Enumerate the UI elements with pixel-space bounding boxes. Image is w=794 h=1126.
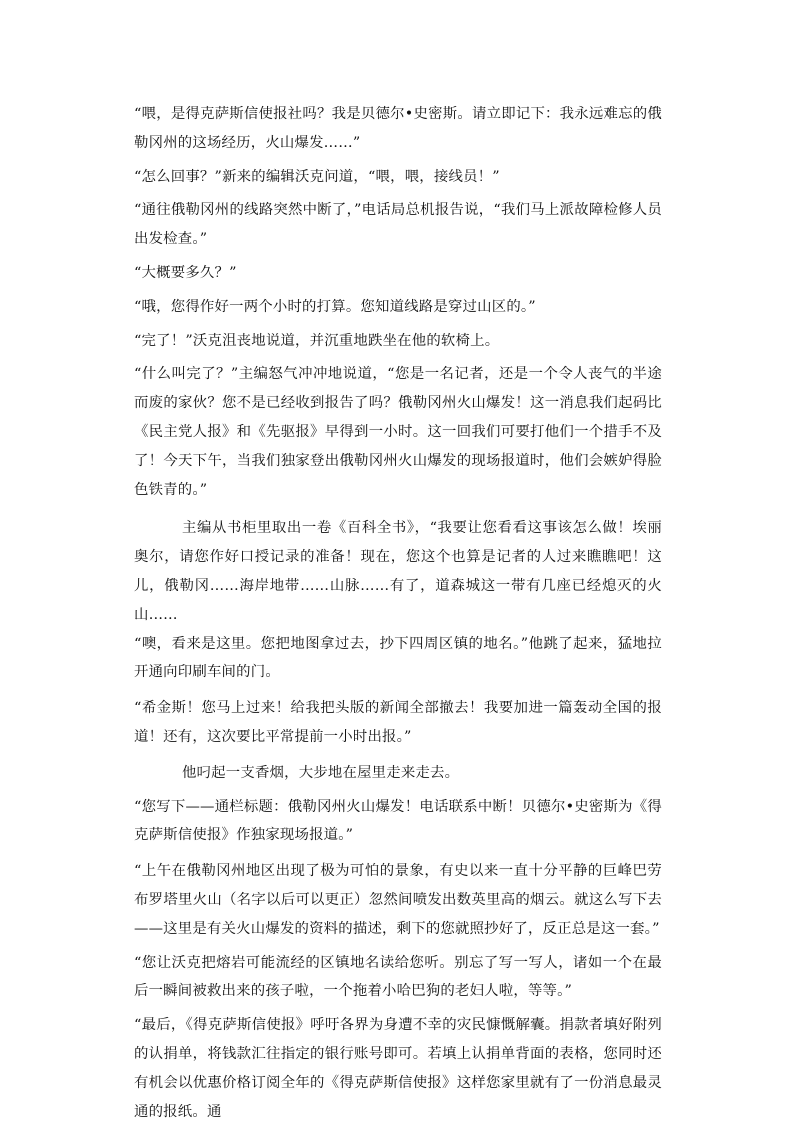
- paragraph-higgins: “希金斯！您马上过来！给我把头版的新闻全部撤去！我要加进一篇轰动全国的报道！还有，这次要比平常提前一小时出报。”: [134, 700, 662, 745]
- paragraph-phone-call: “喂，是得克萨斯信使报社吗？我是贝德尔•史密斯。请立即记下：我永远难忘的俄勒冈州的这场经历，火山爆发……”: [134, 106, 662, 151]
- paragraph-encyclopedia: 主编从书柜里取出一卷《百科全书》，“我要让您看看这事该怎么做！埃丽奥尔，请您作好口授记录的准备！现在，您这个也算是记者的人过来瞧瞧吧！这儿，俄勒冈……海岸地带……山脉……有了，道森城这一带有几座已经熄灭的火山……: [134, 520, 662, 623]
- article-body: [134, 100, 662, 1126]
- paragraph-donation-appeal: “最后，《得克萨斯信使报》呼吁各界为身遭不幸的灾民慷慨解囊。捐款者填好附列的认捐单，将钱款汇往指定的银行账号即可。若填上认捐单背面的表格，您同时还有机会以优惠价格订阅全年的《得克萨斯信使报》这样您家里就有了一份消息最灵通的报纸。通: [134, 1017, 662, 1120]
- paragraph-editor-angry: “什么叫完了？”主编怒气冲冲地说道，“您是一名记者，还是一个令人丧气的半途而废的家伙？您不是已经收到报告了吗？俄勒冈州火山爆发！这一消息我们起码比《民主党人报》和《先驱报》早得到一小时。这一回我们可要打他们一个措手不及了！今天下午，当我们独家登出俄勒冈州火山爆发的现场报道时，他们会嫉妒得脸色铁青的。”: [134, 366, 662, 498]
- paragraph-cigarette: 他叼起一支香烟，大步地在屋里走来走去。: [182, 764, 460, 781]
- paragraph-how-long: “大概要多久？”: [134, 264, 237, 281]
- paragraph-walker-despair: “完了！”沃克沮丧地说道，并沉重地跌坐在他的软椅上。: [134, 332, 500, 349]
- paragraph-headline: “您写下——通栏标题：俄勒冈州火山爆发！电话联系中断！贝德尔•史密斯为《得克萨斯信使报》作独家现场报道。”: [134, 798, 662, 844]
- paragraph-two-hours: “哦，您得作好一两个小时的打算。您知道线路是穿过山区的。”: [134, 298, 536, 315]
- paragraph-line-interrupted: “通往俄勒冈州的线路突然中断了，”电话局总机报告说，“我们马上派故障检修人员出发检查。”: [134, 202, 662, 248]
- paragraph-town-names: “您让沃克把熔岩可能流经的区镇地名读给您听。别忘了写一写人，诸如一个在最后一瞬间被救出来的孩子啦，一个拖着小哈巴狗的老妇人啦，等等。”: [134, 954, 662, 1000]
- paragraph-volcano-description: “上午在俄勒冈州地区出现了极为可怕的景象，有史以来一直十分平静的巨峰巴劳布罗塔里火山（名字以后可以更正）忽然间喷发出数英里高的烟云。就这么写下去——这里是有关火山爆发的资料的描述，剩下的您就照抄好了，反正总是这一套。”: [134, 863, 662, 937]
- paragraph-map: “噢，看来是这里。您把地图拿过去，抄下四周区镇的地名。”他跳了起来，猛地拉开通向印刷车间的门。: [134, 635, 662, 681]
- paragraph-walker-asks: “怎么回事？”新来的编辑沃克问道，“喂，喂，接线员！”: [134, 168, 500, 185]
